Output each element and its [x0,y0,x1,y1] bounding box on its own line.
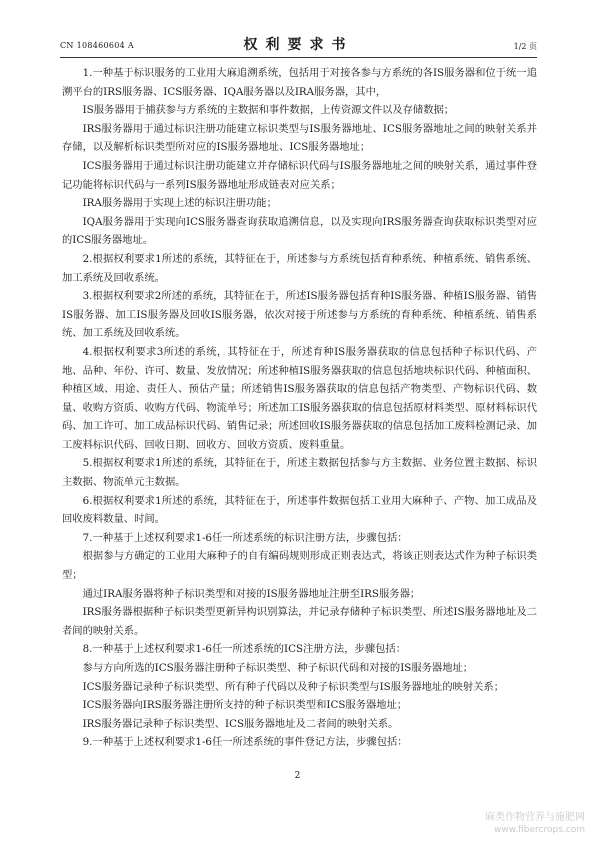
claim-8: 8.一种基于上述权利要求1-6任一所述系统的ICS注册方法，步骤包括： [82,643,407,656]
claim-7: 7.一种基于上述权利要求1-6任一所述系统的标识注册方法，步骤包括： [82,531,408,544]
claim-1-intro: 1.一种基于标识服务的工业用大麻追溯系统，包括用于对接各参与方系统的各IS服务器和位于统一追溯平台的IRS服务器、ICS服务器、IQA服务器以及IRA服务器，其中， [62,67,537,98]
claim-3: 3.根据权利要求2所述的系统，其特征在于，所述IS服务器包括育种IS服务器、种植IS服务器、销售IS服务器、加工IS服务器及回收IS服务器，依次对接于所述参与方系统的育种系统、种植系统、销售系统、加工系统及回收系统。 [62,290,537,340]
claim-paragraph: IRS服务器根据种子标识类型更新异构识别算法，并记录存储种子标识类型、所述IS服务器地址及二者间的映射关系。 [62,606,537,637]
page-header [60,34,537,56]
claim-2: 2.根据权利要求1所述的系统，其特征在于，所述参与方系统包括育种系统、种植系统、销售系统、加工系统及回收系统。 [62,252,537,284]
claim-4: 4.根据权利要求3所述的系统，其特征在于，所述育种IS服务器获取的信息包括种子标识代码、产地、品种、年份、许可、数量、发放情况；所述种植IS服务器获取的信息包括地块标识代码、种植面积、种植区域、用途、责任人、预估产量；所述销售IS服务器获取的信息包括产物类型、产物标识代码、数量、收购方资质、收购方代码、物流单号；所述加工IS服务器获取的信息包括原材料类型、原材料标识代码、加工许可、加工成品标识代码、销售记录；所述回收IS服务器获取的信息包括加工废料检测记录、加工废料标识代码、回收日期、回收方、回收方资质、废料重量。 [62,345,537,451]
claim-9: 9.一种基于上述权利要求1-6任一所述系统的事件登记方法，步骤包括： [82,736,408,749]
document-title: 权利要求书 [243,37,354,53]
claim-paragraph: 通过IRA服务器将种子标识类型和对接的IS服务器地址注册至IRS服务器； [82,587,421,600]
claim-6: 6.根据权利要求1所述的系统，其特征在于，所述事件数据包括工业用大麻种子、产物、加工成品及回收废料数量、时间。 [62,494,537,526]
claim-paragraph: 参与方向所选的ICS服务器注册种子标识类型、种子标识代码和对接的IS服务器地址； [82,662,474,674]
claim-paragraph: IRS服务器用于通过标识注册功能建立标识类型与IS服务器地址、ICS服务器地址之间的映射关系并存储，以及解析标识类型所对应的IS服务器地址、ICS服务器地址； [62,122,537,154]
watermark-url: www.fibercrops.com [494,825,585,835]
watermark [485,812,585,836]
watermark-site-name: 麻类作物营养与施肥网 [485,812,585,823]
page-indicator: 1/2 页 [513,42,537,51]
claims-body [62,64,537,752]
claim-paragraph: IRA服务器用于实现上述的标识注册功能； [82,197,277,210]
claim-paragraph: IRS服务器记录种子标识类型、ICS服务器地址及二者间的映射关系。 [82,717,399,730]
claim-paragraph: ICS服务器用于通过标识注册功能建立并存储标识代码与IS服务器地址之间的映射关系，通过事件登记功能将标识代码与一系列IS服务器地址形成链表对应关系； [62,159,537,191]
claim-paragraph: IQA服务器用于实现向ICS服务器查询获取追溯信息，以及实现向IRS服务器查询获取标识类型对应的ICS服务器地址。 [62,215,537,247]
page-number: 2 [294,771,301,781]
claim-paragraph: 根据参与方确定的工业用大麻种子的自有编码规则形成正则表达式，将该正则表达式作为种子标识类型； [62,550,537,582]
header-divider [60,57,537,58]
claim-5: 5.根据权利要求1所述的系统，其特征在于，所述主数据包括参与方主数据、业务位置主数据、标识主数据、物流单元主数据。 [62,457,537,489]
claim-paragraph: IS服务器用于捕获参与方系统的主数据和事件数据，上传资源文件以及存储数据； [82,104,455,117]
patent-number: CN 108460604 A [60,41,134,50]
claim-paragraph: ICS服务器向IRS服务器注册所支持的种子标识类型和ICS服务器地址； [82,699,408,712]
claim-paragraph: ICS服务器记录种子标识类型、所有种子代码以及种子标识类型与IS服务器地址的映射关系； [82,680,504,693]
